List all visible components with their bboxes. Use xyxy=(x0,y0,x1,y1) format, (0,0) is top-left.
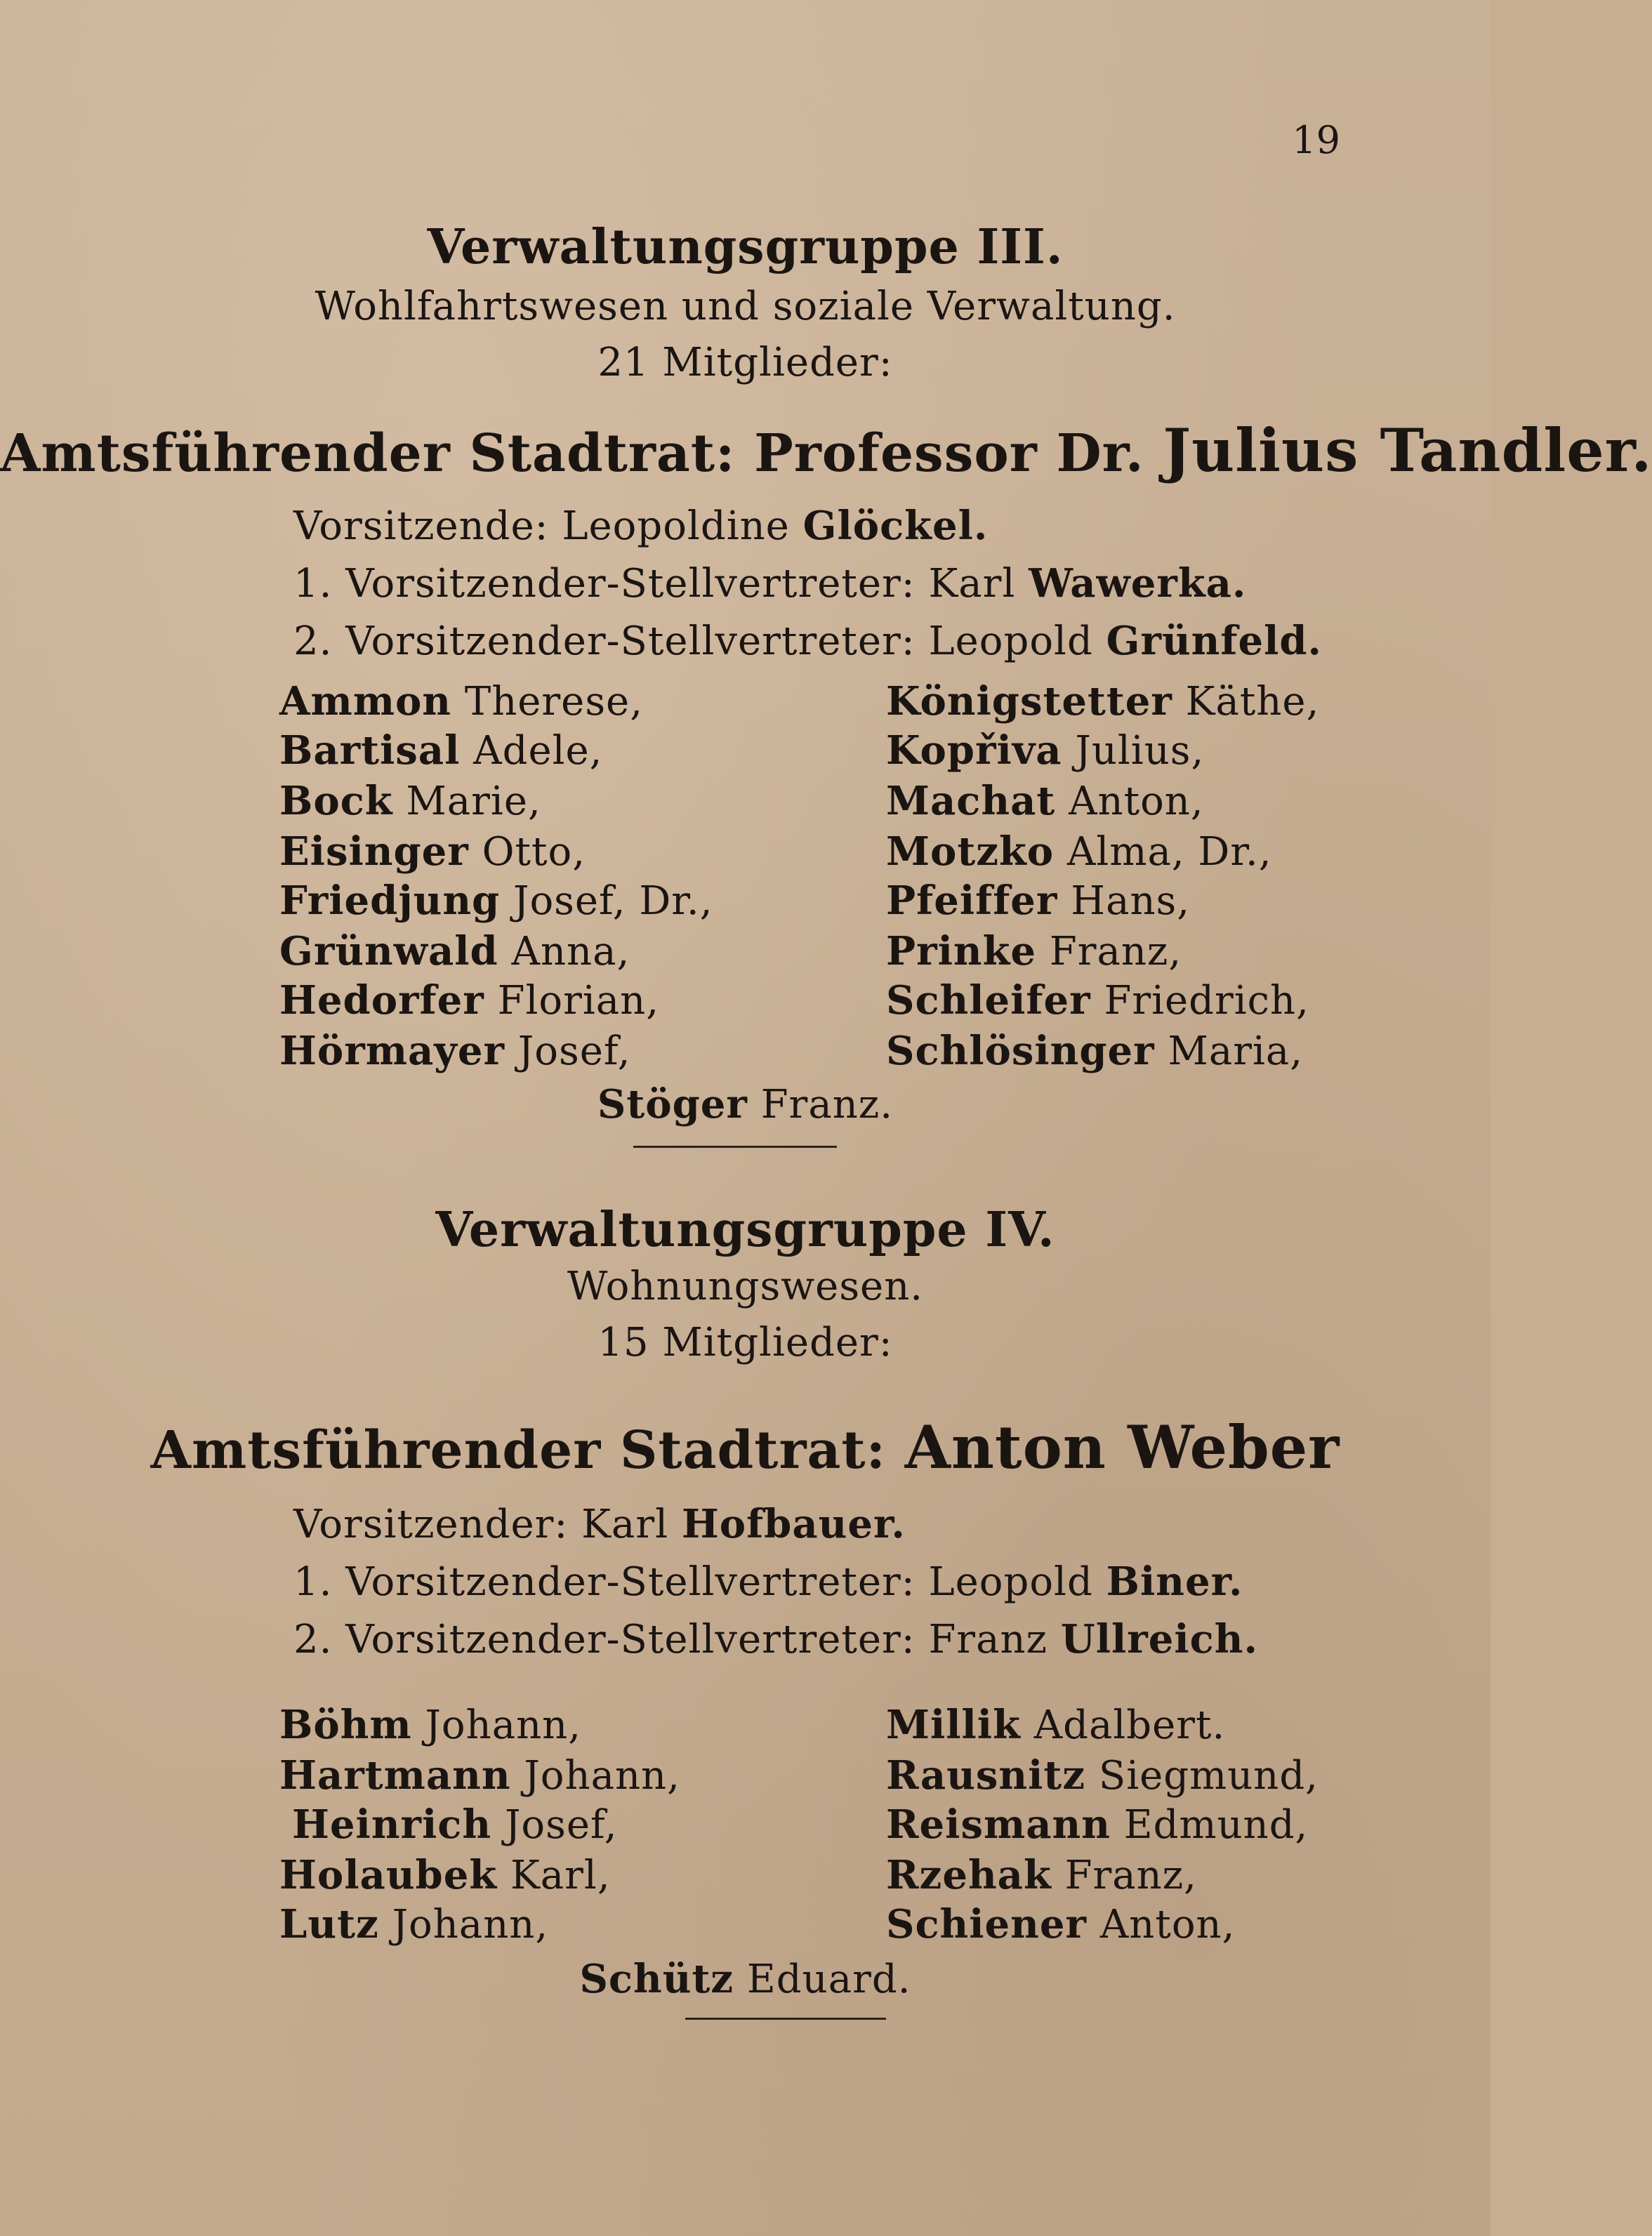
list-item: Kopřiva Julius, xyxy=(886,727,1205,774)
list-item: Königstetter Käthe, xyxy=(886,678,1320,725)
chair-line-iii xyxy=(293,503,988,549)
chair-label: Vorsitzende: xyxy=(293,503,549,549)
deputy1-last: Biner. xyxy=(1106,1559,1243,1605)
deputy2-first: Franz xyxy=(928,1617,1048,1662)
divider xyxy=(633,1146,837,1148)
group-subtitle-iii: Wohlfahrtswesen und soziale Verwaltung. xyxy=(315,284,1176,329)
list-item: Schlösinger Maria, xyxy=(886,1028,1304,1074)
deputy2-label: 2. Vorsitzender-Stellvertreter: xyxy=(293,618,916,664)
list-item: Schiener Anton, xyxy=(886,1901,1236,1947)
deputy2-label: 2. Vorsitzender-Stellvertreter: xyxy=(293,1617,916,1662)
deputy2-first: Leopold xyxy=(928,618,1093,664)
chair-last: Glöckel. xyxy=(802,503,989,549)
list-item: Lutz Johann, xyxy=(279,1901,549,1947)
list-item: Holaubek Karl, xyxy=(279,1852,611,1898)
councillor-label: Amtsführender Stadtrat: xyxy=(150,1420,886,1481)
group-title-iii: Verwaltungsgruppe III. xyxy=(427,219,1064,275)
councillor-line-iii xyxy=(0,416,1652,485)
list-item: Hörmayer Josef, xyxy=(279,1028,631,1074)
list-item: Rausnitz Siegmund, xyxy=(886,1752,1319,1799)
list-item: Hartmann Johann, xyxy=(279,1752,680,1799)
councillor-name: Anton Weber xyxy=(904,1413,1340,1482)
list-item: Friedjung Josef, Dr., xyxy=(279,878,713,924)
councillor-line-iv xyxy=(0,1413,1491,1482)
list-item: Hedorfer Florian, xyxy=(279,977,660,1024)
members-count-iv: 15 Mitglieder: xyxy=(597,1320,893,1365)
list-item: Grünwald Anna, xyxy=(279,928,630,974)
list-item: Schleifer Friedrich, xyxy=(886,977,1309,1024)
deputy1-line-iv xyxy=(293,1559,1243,1605)
chair-label: Vorsitzender: xyxy=(293,1502,569,1547)
chair-first: Karl xyxy=(581,1502,668,1547)
group-title-iv: Verwaltungsgruppe IV. xyxy=(435,1202,1055,1258)
list-item: Reismann Edmund, xyxy=(886,1801,1309,1848)
chair-last: Hofbauer. xyxy=(681,1501,906,1547)
deputy1-first: Leopold xyxy=(928,1559,1093,1605)
list-item-final: Stöger Franz. xyxy=(597,1081,894,1127)
list-item: Pfeiffer Hans, xyxy=(886,878,1191,924)
deputy1-line-iii xyxy=(293,560,1246,607)
list-item: Prinke Franz, xyxy=(886,928,1182,974)
list-item: Heinrich Josef, xyxy=(292,1801,618,1848)
list-item: Eisinger Otto, xyxy=(279,828,586,875)
deputy1-first: Karl xyxy=(928,561,1016,607)
list-item: Bock Marie, xyxy=(279,778,541,824)
list-item: Millik Adalbert. xyxy=(886,1702,1226,1748)
deputy2-line-iii xyxy=(293,618,1322,664)
list-item: Motzko Alma, Dr., xyxy=(886,828,1272,875)
list-item-final: Schütz Eduard. xyxy=(579,1956,911,2002)
page-number: 19 xyxy=(1292,118,1340,162)
councillor-name: Julius Tandler. xyxy=(1163,416,1652,485)
deputy2-last: Ullreich. xyxy=(1060,1616,1258,1662)
group-subtitle-iv: Wohnungswesen. xyxy=(567,1264,924,1309)
list-item: Bartisal Adele, xyxy=(279,727,603,774)
councillor-prefix: Professor Dr. xyxy=(754,423,1144,484)
deputy1-last: Wawerka. xyxy=(1029,560,1247,607)
list-item: Böhm Johann, xyxy=(279,1702,582,1748)
divider xyxy=(685,2018,886,2020)
members-count-iii: 21 Mitglieder: xyxy=(597,340,893,385)
councillor-label: Amtsführender Stadtrat: xyxy=(0,423,736,484)
chair-first: Leopoldine xyxy=(562,503,790,549)
list-item: Machat Anton, xyxy=(886,778,1204,824)
deputy1-label: 1. Vorsitzender-Stellvertreter: xyxy=(293,1559,916,1605)
list-item: Rzehak Franz, xyxy=(886,1852,1197,1898)
chair-line-iv xyxy=(293,1501,906,1547)
deputy1-label: 1. Vorsitzender-Stellvertreter: xyxy=(293,561,916,607)
deputy2-line-iv xyxy=(293,1616,1258,1662)
list-item: Ammon Therese, xyxy=(279,678,643,725)
deputy2-last: Grünfeld. xyxy=(1106,618,1323,664)
